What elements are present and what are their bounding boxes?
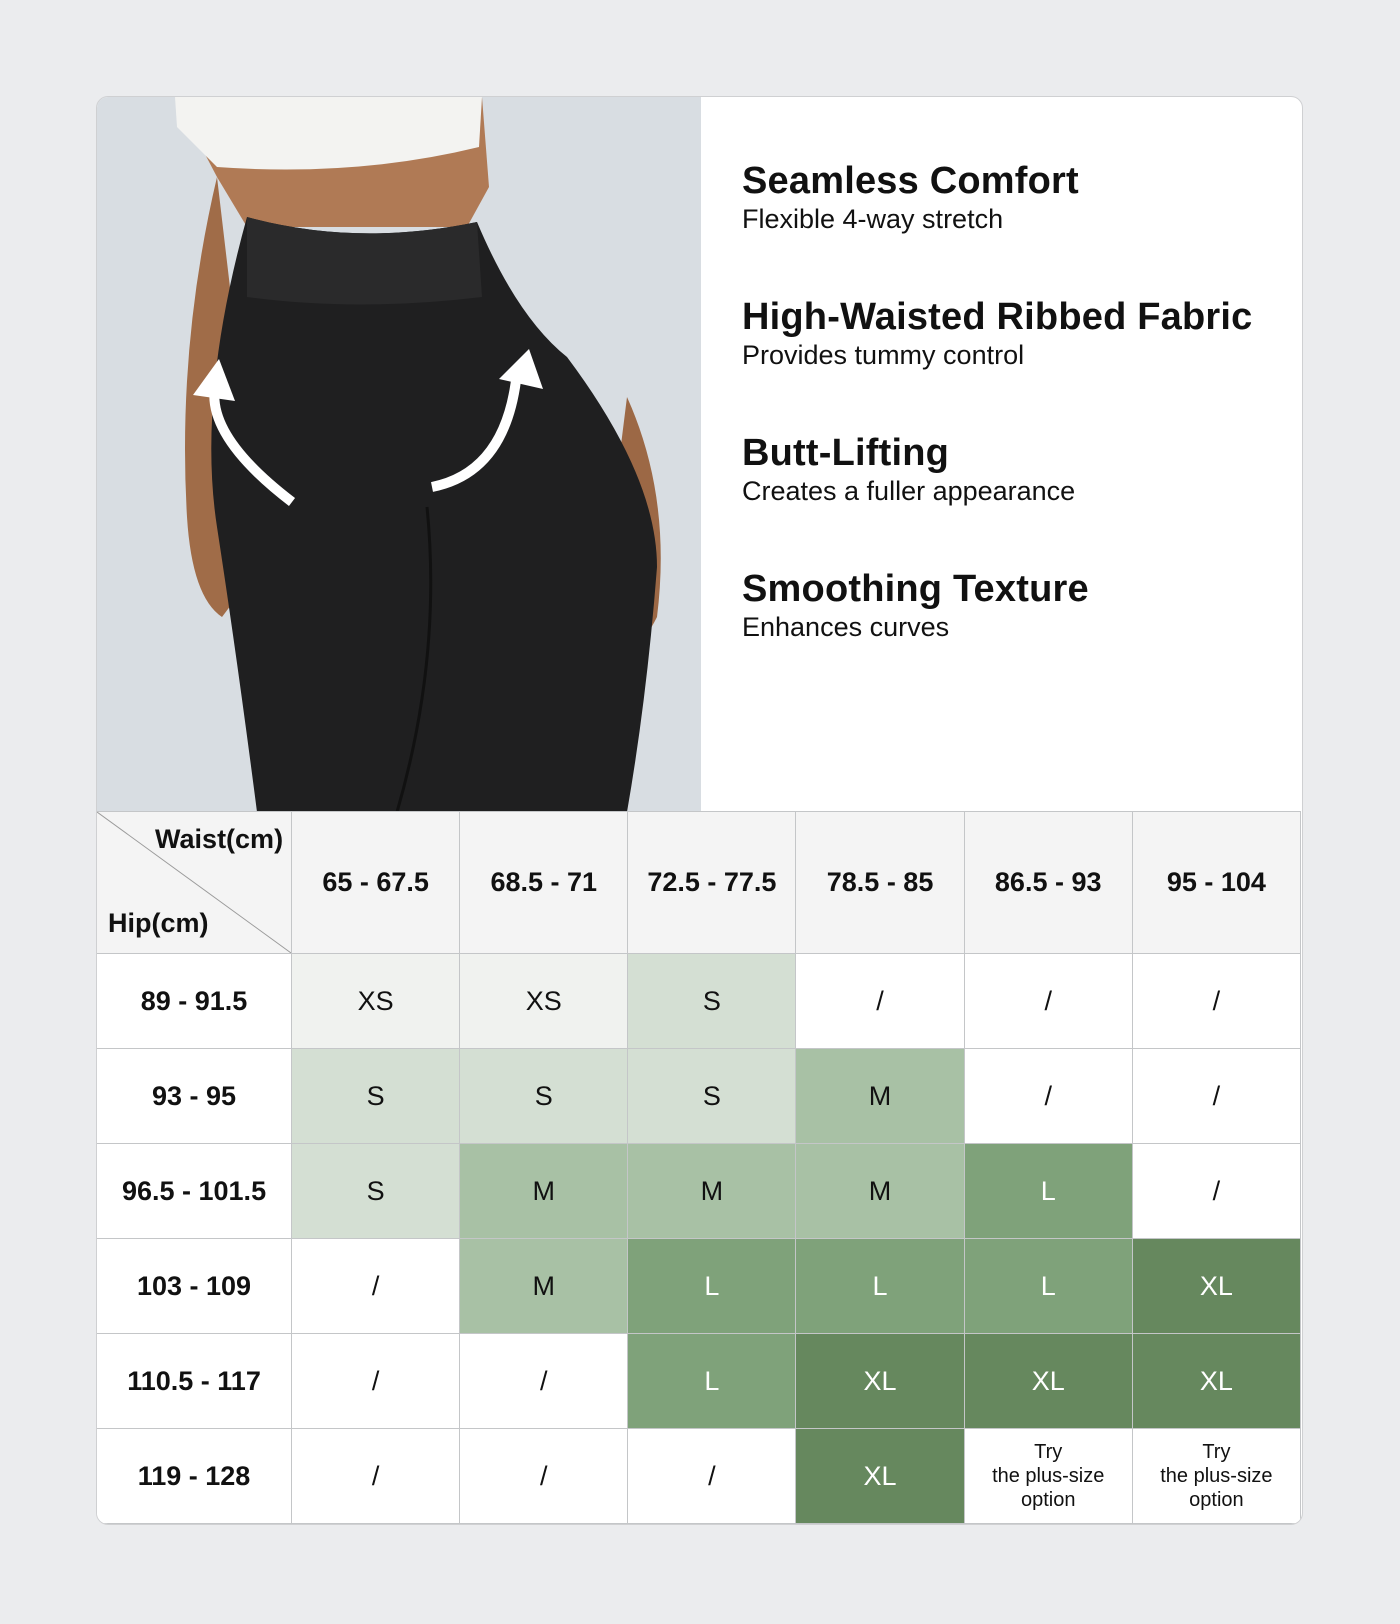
size-cell-unavailable: / <box>796 954 964 1049</box>
size-cell: M <box>628 1144 796 1239</box>
size-cell: L <box>628 1334 796 1429</box>
size-cell: XL <box>1132 1334 1300 1429</box>
hip-range-header: 96.5 - 101.5 <box>97 1144 292 1239</box>
size-cell-unavailable: / <box>460 1429 628 1524</box>
size-cell-unavailable: / <box>292 1429 460 1524</box>
hip-range-header: 93 - 95 <box>97 1049 292 1144</box>
size-chart-row <box>97 1049 1301 1144</box>
plus-size-note-line: Try <box>1034 1441 1063 1463</box>
size-cell: M <box>460 1239 628 1334</box>
hip-range-header: 89 - 91.5 <box>97 954 292 1049</box>
plus-size-note-cell <box>1132 1429 1300 1524</box>
feature-subtitle: Flexible 4-way stretch <box>742 204 1004 234</box>
feature-subtitle: Enhances curves <box>742 612 950 642</box>
size-chart-table <box>96 811 1301 1524</box>
feature-subtitle: Creates a fuller appearance <box>742 476 1076 506</box>
size-cell: M <box>796 1144 964 1239</box>
size-cell: XL <box>964 1334 1132 1429</box>
size-cell: XL <box>796 1429 964 1524</box>
waist-range-header: 78.5 - 85 <box>796 812 964 954</box>
product-photo <box>97 97 701 812</box>
size-cell: S <box>628 1049 796 1144</box>
plus-size-note-line: the plus-size <box>1160 1465 1273 1487</box>
hip-range-header: 110.5 - 117 <box>97 1334 292 1429</box>
size-chart-row <box>97 1144 1301 1239</box>
size-cell-unavailable: / <box>964 954 1132 1049</box>
plus-size-note-line: the plus-size <box>992 1465 1105 1487</box>
size-cell-unavailable: / <box>460 1334 628 1429</box>
feature-seamless-comfort <box>742 159 1282 295</box>
feature-title: Seamless Comfort <box>742 160 1079 202</box>
size-chart-row <box>97 1239 1301 1334</box>
size-cell: XL <box>1132 1239 1300 1334</box>
waist-range-header: 65 - 67.5 <box>292 812 460 954</box>
feature-high-waisted <box>742 295 1282 431</box>
feature-subtitle: Provides tummy control <box>742 340 1025 370</box>
feature-list <box>742 159 1282 703</box>
size-cell-unavailable: / <box>628 1429 796 1524</box>
size-cell: XS <box>460 954 628 1049</box>
corner-header <box>97 812 292 954</box>
size-cell: L <box>964 1144 1132 1239</box>
size-cell-unavailable: / <box>1132 1144 1300 1239</box>
size-cell-unavailable: / <box>964 1049 1132 1144</box>
size-cell: S <box>292 1144 460 1239</box>
product-card <box>96 96 1303 1525</box>
size-chart-row <box>97 1334 1301 1429</box>
plus-size-note-cell <box>964 1429 1132 1524</box>
size-cell-unavailable: / <box>292 1239 460 1334</box>
leggings-model-image <box>97 97 701 812</box>
waist-label: Waist(cm) <box>155 824 284 854</box>
size-cell: S <box>628 954 796 1049</box>
feature-title: Smoothing Texture <box>742 568 1089 610</box>
size-cell: L <box>796 1239 964 1334</box>
plus-size-note-line: option <box>1020 1489 1076 1511</box>
plus-size-note-line: option <box>1189 1489 1244 1511</box>
hip-range-header: 119 - 128 <box>97 1429 292 1524</box>
size-cell: M <box>460 1144 628 1239</box>
size-cell: L <box>964 1239 1132 1334</box>
hip-label: Hip(cm) <box>108 908 209 938</box>
hip-range-header: 103 - 109 <box>97 1239 292 1334</box>
feature-smoothing-texture <box>742 567 1282 703</box>
feature-title: High-Waisted Ribbed Fabric <box>742 296 1253 338</box>
size-cell: S <box>292 1049 460 1144</box>
size-cell-unavailable: / <box>1132 954 1300 1049</box>
size-chart-row <box>97 1429 1301 1524</box>
size-chart-row <box>97 954 1301 1049</box>
size-cell-unavailable: / <box>1132 1049 1300 1144</box>
plus-size-note-line: Try <box>1202 1441 1231 1463</box>
feature-title: Butt-Lifting <box>742 432 950 474</box>
size-cell: L <box>628 1239 796 1334</box>
feature-butt-lifting <box>742 431 1282 567</box>
waist-range-header: 86.5 - 93 <box>964 812 1132 954</box>
waist-range-header: 68.5 - 71 <box>460 812 628 954</box>
waist-range-header: 72.5 - 77.5 <box>628 812 796 954</box>
waist-range-header: 95 - 104 <box>1132 812 1300 954</box>
size-chart-header-row <box>97 812 1301 954</box>
size-cell-unavailable: / <box>292 1334 460 1429</box>
size-cell: S <box>460 1049 628 1144</box>
size-cell: XL <box>796 1334 964 1429</box>
size-cell: M <box>796 1049 964 1144</box>
size-cell: XS <box>292 954 460 1049</box>
